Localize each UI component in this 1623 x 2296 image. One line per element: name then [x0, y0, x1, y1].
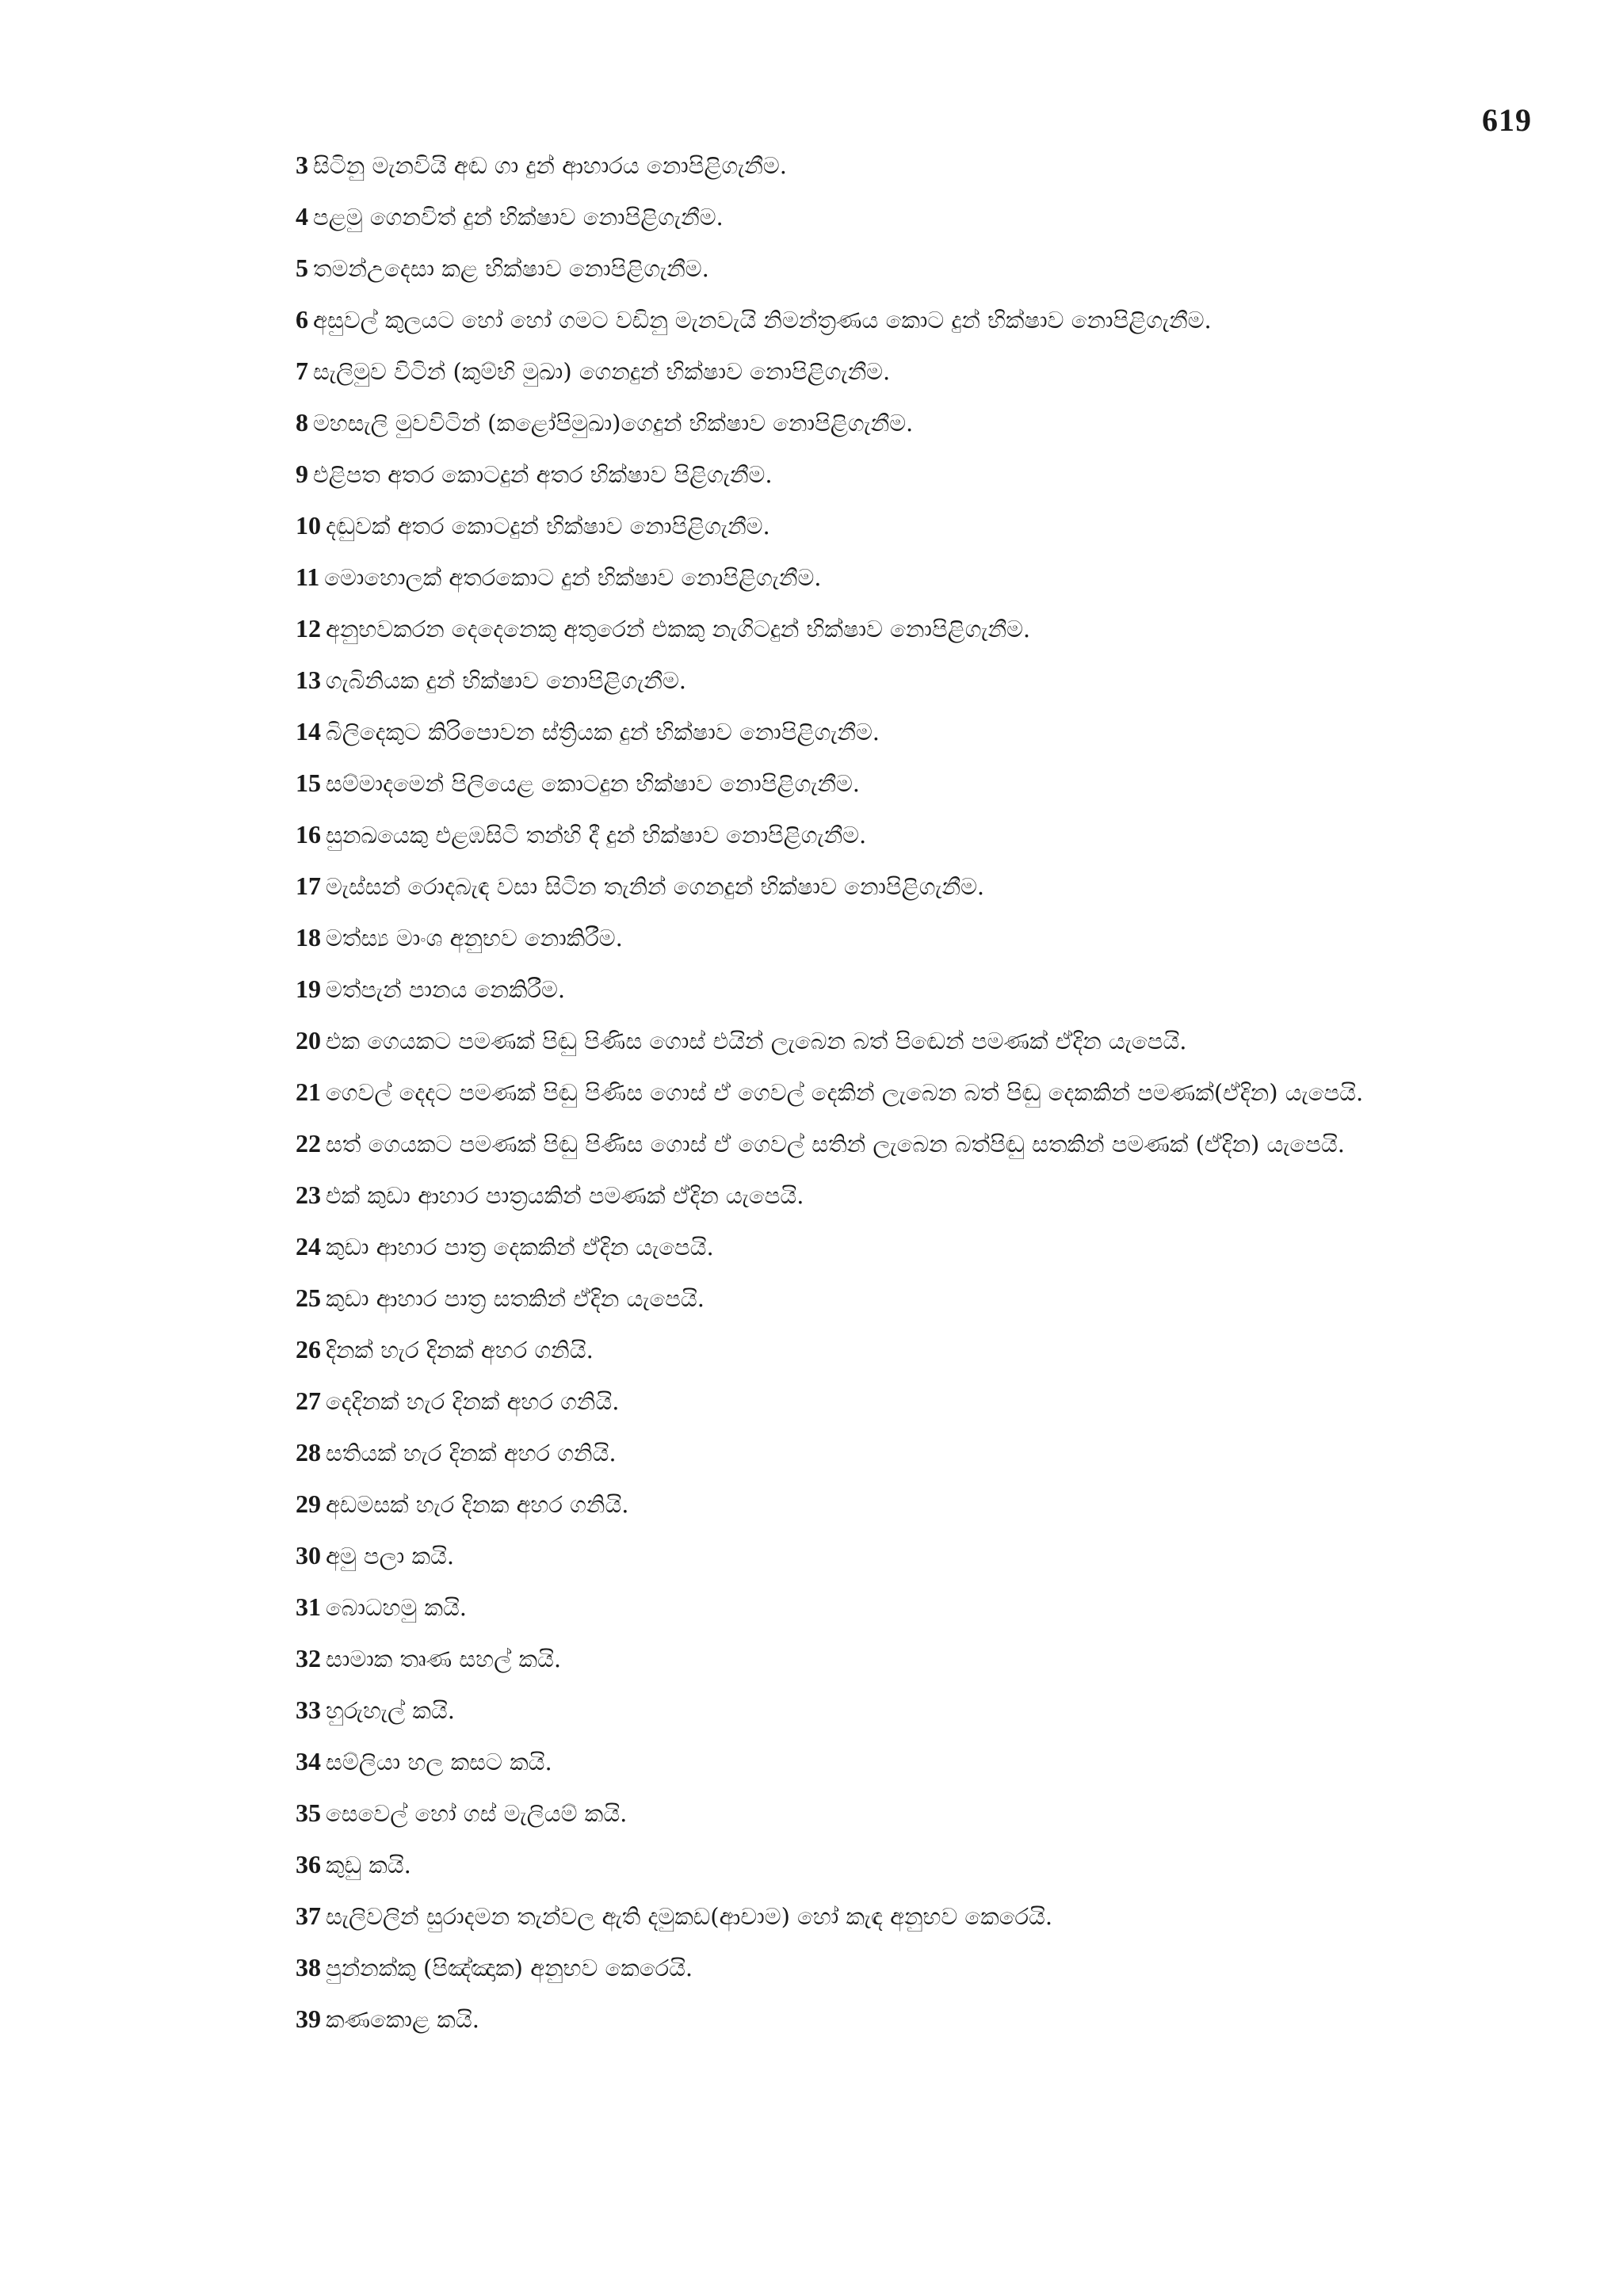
list-item	[296, 345, 1532, 397]
item-text: පුන්නක්කු (පිඤ්ඤාක) අනුභව කෙරෙයි.	[326, 1955, 693, 1981]
item-text: සාමාක තෘණ සහල් කයි.	[326, 1646, 562, 1672]
item-number: 21	[296, 1077, 321, 1106]
item-text: ගැබිනියක දුන් භික්ෂාව නොපිළිගැනීම.	[326, 667, 687, 694]
list-item	[296, 191, 1532, 242]
list-item	[296, 963, 1532, 1015]
item-number: 8	[296, 408, 308, 437]
list-item	[296, 1272, 1532, 1324]
item-text: කණකොළ කයි.	[326, 2006, 479, 2033]
item-number: 34	[296, 1747, 321, 1775]
list-item	[296, 139, 1532, 191]
item-text: අනුභවකරන දෙදෙනෙකු අතුරෙන් එකකු නැගිටදුන් භික්ෂාව නොපිළිගැනීම.	[326, 616, 1031, 643]
item-number: 31	[296, 1592, 321, 1621]
item-number: 9	[296, 460, 308, 488]
item-number: 25	[296, 1283, 321, 1312]
list-item	[296, 1427, 1532, 1478]
item-text: කුඩා ආහාර පාත්‍ර සතකින් ඒදින යැපෙයි.	[326, 1285, 705, 1312]
item-number: 4	[296, 202, 308, 231]
item-text: එක ගෙයකට පමණක් පිඬු පිණිස ගොස් එයින් ලැබෙන බත් පිඬෙන් පමණක් ඒදින යැපෙයි.	[326, 1028, 1187, 1055]
item-text: බොධහමු කයි.	[326, 1594, 468, 1621]
numbered-list	[296, 139, 1532, 2045]
item-text: අමු පලා කයි.	[326, 1543, 455, 1569]
item-text: සුනඛයෙකු එළඹසිටි තන්හි දී දුන් භික්ෂාව නොපිළිගැනීම.	[326, 822, 867, 849]
list-item	[296, 1581, 1532, 1633]
item-number: 18	[296, 923, 321, 952]
item-number: 37	[296, 1901, 321, 1930]
item-text: මත්ස්‍ය මාංශ අනුභව නොකිරීම.	[326, 925, 623, 952]
item-text: සිටිනු මැනවියි අඬ ගා දුන් ආහාරය නොපිළිගැනීම.	[313, 152, 787, 179]
item-number: 36	[296, 1850, 321, 1878]
item-text: දෙදිනක් හැර දිනක් අහර ගනියි.	[326, 1388, 620, 1415]
item-text: සත් ගෙයකට පමණක් පිඬු පිණිස ගොස් ඒ ගෙවල් සතින් ලැබෙන බත්පිඬු සතකින් පමණක් (ඒදින) යැපෙයි.	[326, 1131, 1345, 1158]
item-text: අඩමසක් හැර දිනක අහර ගනියි.	[326, 1491, 629, 1518]
item-text: හුරුහැල් කයි.	[326, 1697, 455, 1724]
item-number: 39	[296, 2004, 321, 2033]
item-text: සම්මාදමෙන් පිලියෙළ කොටදුන භික්ෂාව නොපිළිගැනීම.	[326, 770, 861, 797]
item-number: 22	[296, 1129, 321, 1158]
item-text: මැස්සන් රොදබැඳ වසා සිටින තැනින් ගෙනදුන් භික්ෂාව නොපිළිගැනීම.	[326, 873, 985, 900]
page-number: 619	[1482, 102, 1532, 138]
item-number: 12	[296, 614, 321, 643]
item-number: 3	[296, 151, 308, 179]
item-number: 32	[296, 1644, 321, 1672]
item-text: බිලිදෙකුට කිරිපොවන ස්ත්‍රියක දුන් භික්ෂාව නොපිළිගැනීම.	[326, 719, 880, 746]
list-item	[296, 294, 1532, 345]
item-text: දඬුවක් අතර කොටදුන් භික්ෂාව නොපිළිගැනීම.	[326, 513, 770, 540]
item-number: 27	[296, 1386, 321, 1415]
list-item	[296, 757, 1532, 809]
list-item	[296, 1015, 1532, 1066]
item-text: පළමු ගෙනවිත් දුන් භික්ෂාව නොපිළිගැනීම.	[313, 204, 724, 231]
item-number: 28	[296, 1438, 321, 1466]
item-number: 29	[296, 1489, 321, 1518]
list-item	[296, 500, 1532, 551]
item-text: සතියක් හැර දිනක් අහර ගනියි.	[326, 1440, 617, 1466]
list-item	[296, 809, 1532, 860]
item-text: එළිපත අතර කොටදුන් අතර භික්ෂාව පිළිගැනීම.	[313, 461, 773, 488]
list-item	[296, 1890, 1532, 1942]
item-number: 14	[296, 717, 321, 746]
list-item	[296, 860, 1532, 912]
item-number: 30	[296, 1541, 321, 1569]
list-item	[296, 654, 1532, 706]
list-item	[296, 1684, 1532, 1736]
item-number: 17	[296, 871, 321, 900]
item-text: මහසැලි මුවවිටින් (කළෝපිමුඛා)ගෙදුන් භික්ෂාව නොපිළිගැනීම.	[313, 410, 914, 437]
item-number: 16	[296, 820, 321, 849]
item-number: 33	[296, 1695, 321, 1724]
item-text: කුඩා ආහාර පාත්‍ර දෙකකින් ඒදින යැපෙයි.	[326, 1234, 714, 1261]
list-item	[296, 912, 1532, 963]
list-item	[296, 1993, 1532, 2045]
list-item	[296, 1736, 1532, 1787]
item-text: මොහොලක් අතරකොට දුන් භික්ෂාව නොපිළිගැනීම.	[324, 564, 822, 591]
item-number: 10	[296, 511, 321, 540]
list-item	[296, 1942, 1532, 1993]
list-item	[296, 1839, 1532, 1890]
list-item	[296, 1118, 1532, 1169]
item-text: සම්ලියා හල කසට කයි.	[326, 1749, 552, 1775]
item-number: 26	[296, 1335, 321, 1363]
item-number: 5	[296, 254, 308, 282]
item-text: තමන්උදෙසා කළ භික්ෂාව නොපිළිගැනීම.	[313, 255, 709, 282]
list-item	[296, 551, 1532, 603]
list-item	[296, 706, 1532, 757]
list-item	[296, 603, 1532, 654]
list-item	[296, 1478, 1532, 1530]
item-number: 20	[296, 1026, 321, 1055]
item-text: කුඩු කයි.	[326, 1852, 411, 1878]
list-item	[296, 1787, 1532, 1839]
item-text: ගෙවල් දෙදට පමණක් පිඬු පිණිස ගොස් ඒ ගෙවල් දෙකින් ලැබෙන බත් පිඬු දෙකකින් පමණක්(ඒදින) යැපෙයි.	[326, 1079, 1364, 1106]
list-item	[296, 1530, 1532, 1581]
item-number: 11	[296, 563, 320, 591]
list-item	[296, 1066, 1532, 1118]
item-number: 38	[296, 1953, 321, 1981]
item-text: සෙවෙල් හෝ ගස් මැලියම් කයි.	[326, 1800, 628, 1827]
list-item	[296, 242, 1532, 294]
list-item	[296, 397, 1532, 448]
item-number: 35	[296, 1798, 321, 1827]
list-item	[296, 1375, 1532, 1427]
item-text: සැලිමුව විටින් (කුම්භි මුඛා) ගෙනදුන් භික්ෂාව නොපිළිගැනීම.	[313, 358, 891, 385]
list-item	[296, 1633, 1532, 1684]
list-item	[296, 1169, 1532, 1221]
item-text: දිනක් හැර දිනක් අහර ගනියි.	[326, 1337, 594, 1363]
item-text: එක් කුඩා ආහාර පාත්‍රයකින් පමණක් ඒදින යැපෙයි.	[326, 1182, 804, 1209]
item-number: 6	[296, 305, 308, 334]
item-number: 15	[296, 769, 321, 797]
list-item	[296, 1221, 1532, 1272]
item-text: මත්පැන් පානය නෙකිරීම.	[326, 976, 566, 1003]
item-text: අසුවල් කුලයට හෝ හෝ ගමට වඩිනු මැනවැයි නිමන්ත්‍රණය කොට දුන් භික්ෂාව නොපිළිගැනීම.	[313, 307, 1212, 334]
item-number: 19	[296, 974, 321, 1003]
list-item	[296, 1324, 1532, 1375]
item-number: 13	[296, 666, 321, 694]
item-text: සැලිවලින් සුරාදමන තැන්වල ඇති දමුකඩ(ආචාම) හෝ කැඳ අනුභව කෙරෙයි.	[326, 1903, 1053, 1930]
item-number: 23	[296, 1180, 321, 1209]
item-number: 24	[296, 1232, 321, 1261]
list-item	[296, 448, 1532, 500]
item-number: 7	[296, 357, 308, 385]
